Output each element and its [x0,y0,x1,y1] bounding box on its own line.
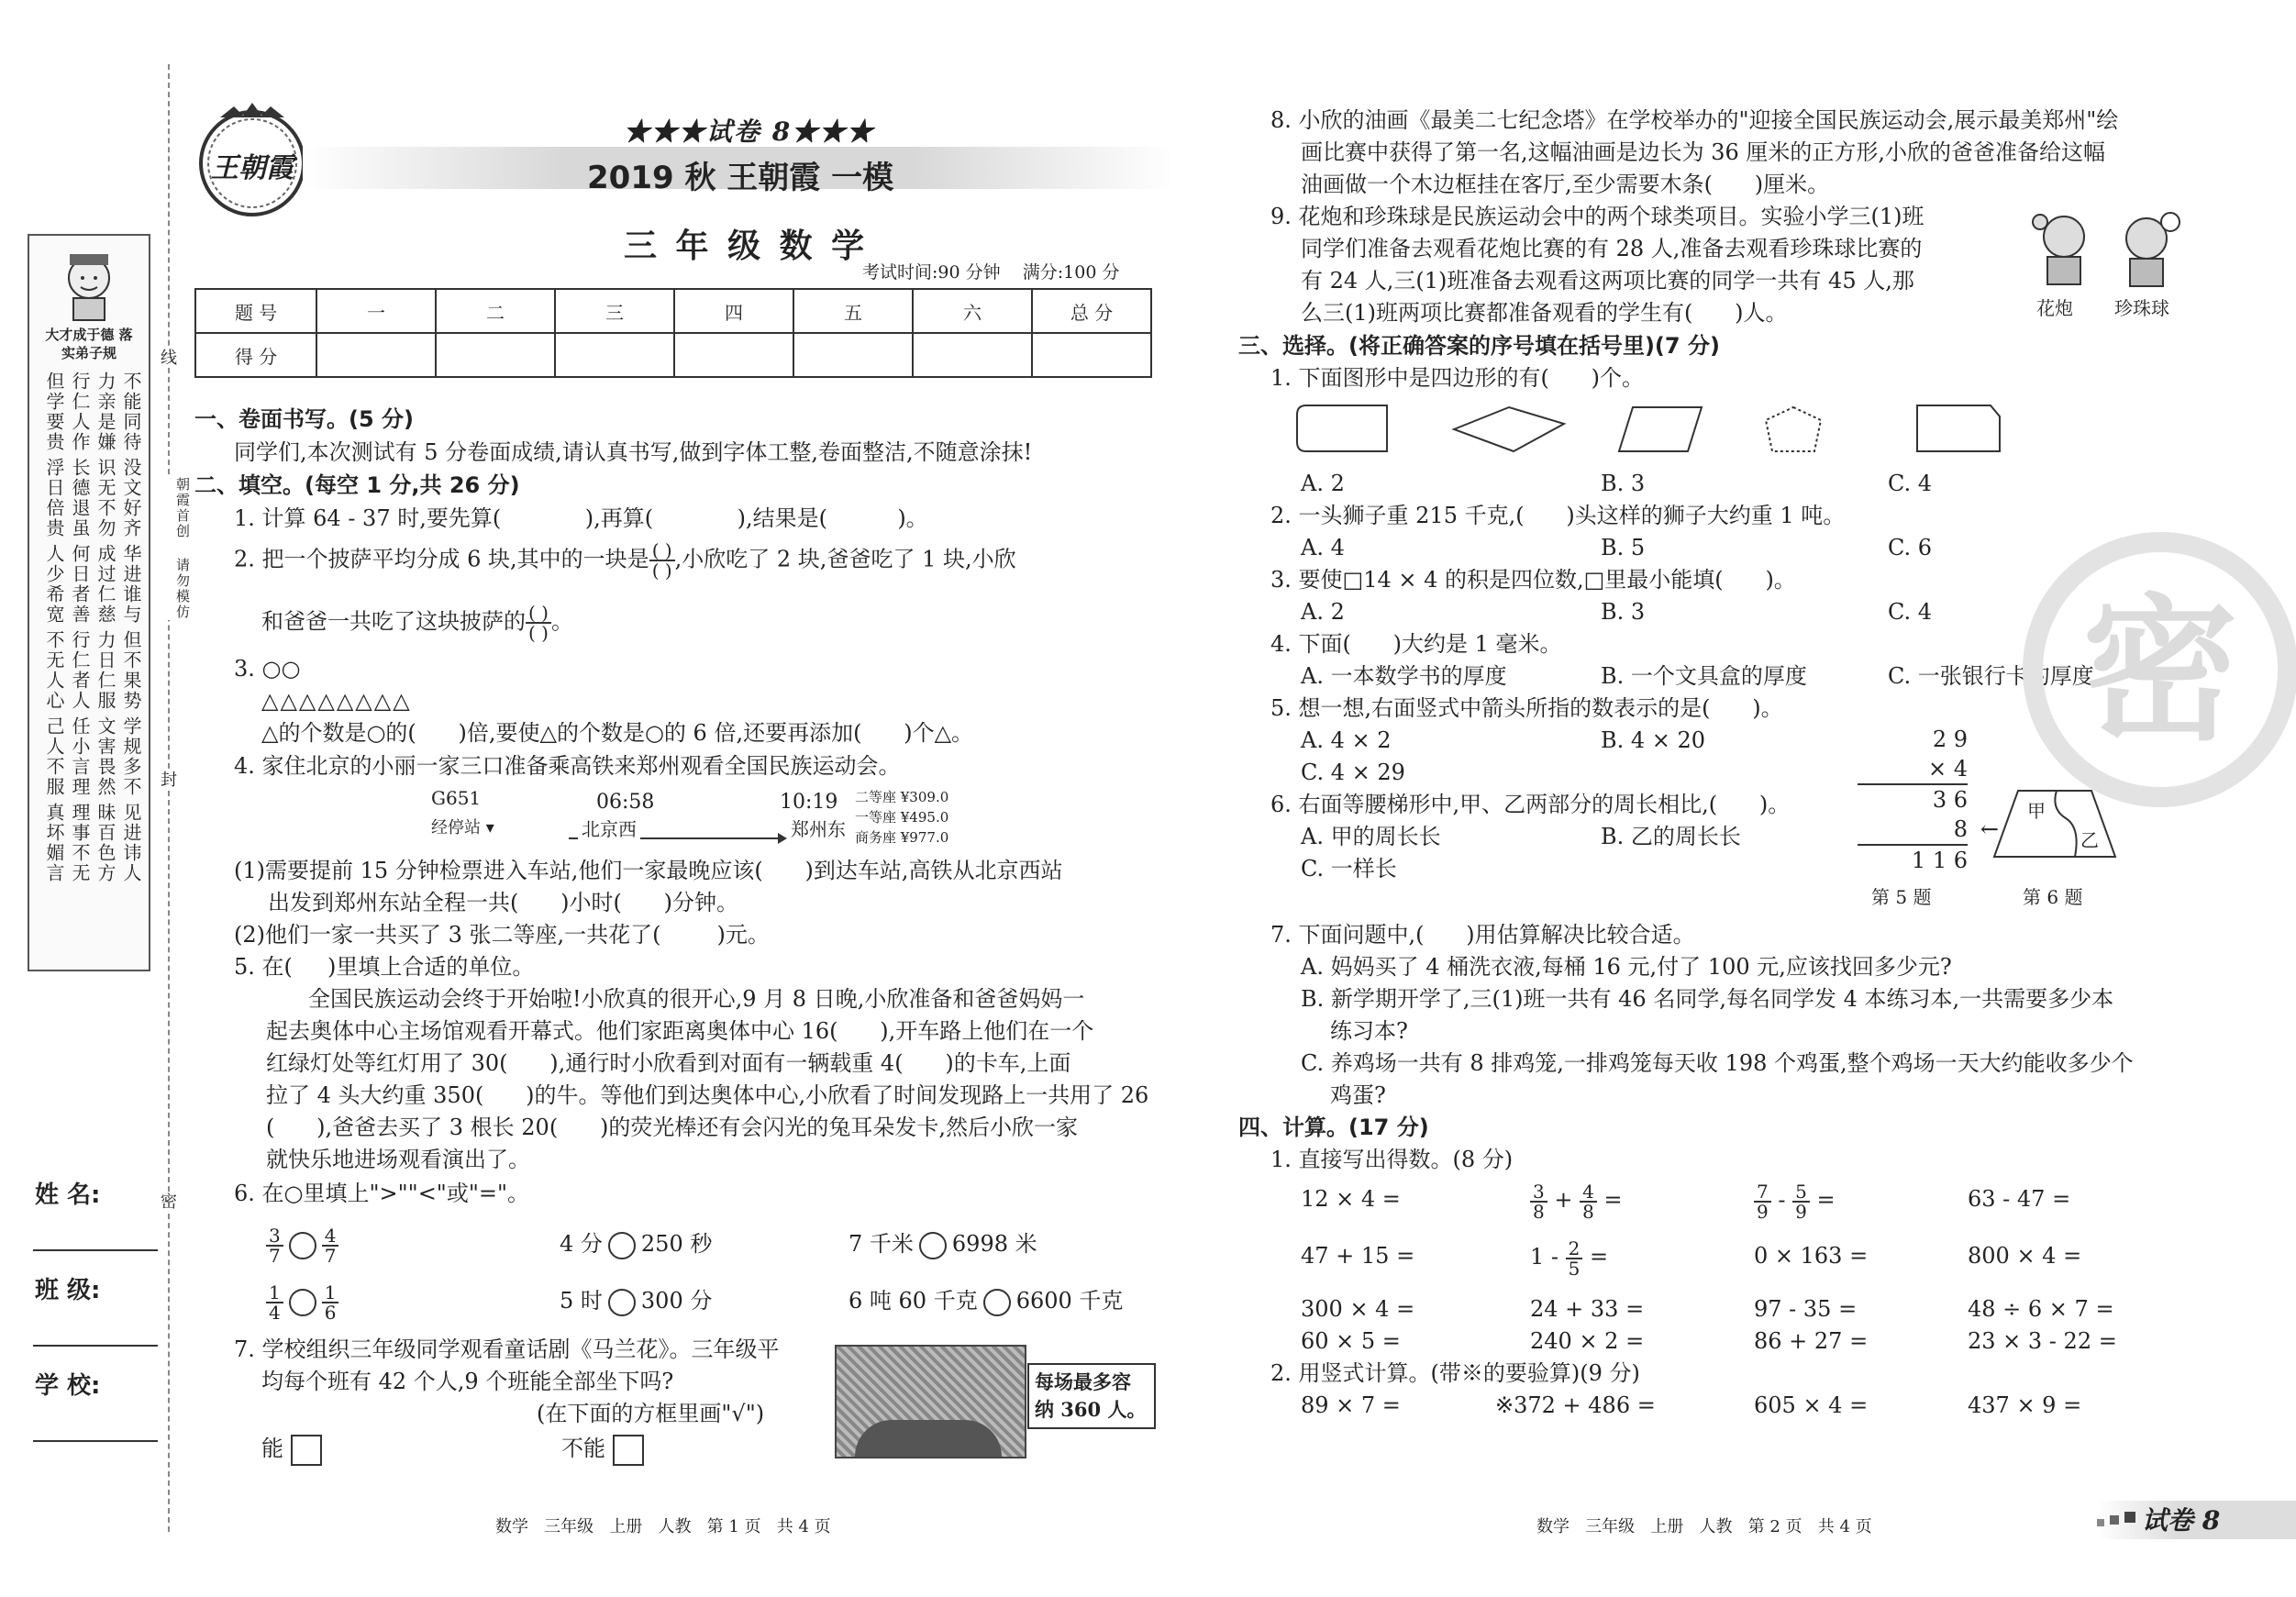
question-5-paragraph: 起去奥体中心主场馆观看开幕式。他们家距离奥体中心 16( ),开车路上他们在一个 [266,1018,1094,1044]
choice-5-option[interactable]: A. 4 × 2 [1301,727,1392,753]
question-5: 5. 在( )里填上合适的单位。 [234,954,535,980]
school-label: 学 校: [35,1372,101,1400]
compare-left: 6 吨 60 千克 [849,1288,978,1314]
answer-yes-label: 能 [261,1436,283,1461]
motto-column: 不能同待 [120,372,142,452]
choice-7-option[interactable]: B. 新学期开学了,三(1)班一共有 46 名同学,每名同学发 4 本练习本,一共需要多少本 [1301,986,2114,1012]
choice-1-option[interactable]: A. 2 [1301,471,1345,496]
numerator: 1 [266,1283,283,1303]
motto-column: 识无不勿 [94,458,116,538]
motto-text: 大才成于德 落实弟子规 [45,327,133,361]
compare-circle[interactable] [289,1232,316,1259]
choice-2-option[interactable]: B. 5 [1601,535,1646,560]
brand-logo [193,101,312,220]
fraction [1792,1182,1810,1221]
motto-column: 没文好齐 [120,458,142,538]
calc-prefix: 1 - [1530,1244,1559,1270]
compare-item [560,1275,712,1326]
score-input[interactable] [436,333,555,377]
choice-6-option[interactable]: C. 一样长 [1301,856,1397,882]
fold-label-line: 线 [158,349,177,367]
fraction [266,1283,283,1322]
choice-7: 7. 下面问题中,( )用估算解决比较合适。 [1270,922,1695,948]
section-1-text: 同学们,本次测试有 5 分卷面成绩,请认真书写,做到字体工整,卷面整洁,不随意涂抹! [234,439,1033,465]
corner-paper-label: 试卷 8 [2142,1505,2221,1536]
choice-7-option-cont: 练习本? [1330,1018,1408,1044]
score-table [194,288,1152,378]
question-4-1b: 出发到郑州东站全程一共( )小时( )分钟。 [268,890,738,915]
vertical-row: 1 1 6 [1911,848,1968,873]
choice-4-option[interactable]: C. 一张银行卡的厚度 [1888,663,2094,689]
motto-column: 见进讳人 [120,803,142,883]
motto-column: 但学要贵 [43,372,65,452]
denominator: 8 [1582,1200,1594,1223]
fraction [266,1226,283,1265]
operator: + [1554,1187,1573,1213]
question-3-circles: 3. ○○ [234,656,301,682]
motto-column: 成过仁慈 [94,544,116,625]
score-table-cell: 三 [555,289,674,333]
shape-cut-rect [1917,405,2000,451]
arrow-target-digit: 8 [1953,816,1968,842]
fraction [1530,1182,1547,1221]
numerator: 5 [1792,1182,1810,1203]
calc-item [1530,1231,1608,1282]
motto-column: 但不果势 [120,630,142,711]
score-input[interactable] [674,333,793,377]
equals: = [1590,1244,1609,1270]
choice-6: 6. 右面等腰梯形中,甲、乙两部分的周长相比,( )。 [1270,792,1791,817]
numerator: 3 [266,1226,283,1247]
fraction [1754,1182,1771,1221]
train-stops [431,815,494,838]
exam-banner: 2019 秋 王朝霞 一模 [587,160,894,196]
score-table-cell: 一 [316,289,436,333]
compare-row [266,1218,338,1270]
fraction-blank[interactable] [526,604,551,642]
compare-circle[interactable] [608,1232,636,1259]
section-2-title: 二、填空。(每空 1 分,共 26 分) [194,472,520,498]
numerator: 3 [1530,1182,1547,1203]
question-2-text: 。 [550,608,573,635]
question-3-text: △的个数是○的( )倍,要使△的个数是○的 6 倍,还要再添加( )个△。 [261,720,974,746]
compare-row [266,1275,338,1326]
question-5-paragraph: 拉了 4 头大约重 350( )的牛。等他们到达奥体中心,小欣看了时间发现路上一共用了 26 [266,1082,1149,1108]
motto-column: 文害畏然 [94,716,116,797]
calc-item: 86 + 27 = [1754,1328,1869,1354]
calc-item: 240 × 2 = [1530,1328,1645,1354]
fold-label-seal: 封 [158,771,177,789]
choice-2-option[interactable]: A. 4 [1301,535,1345,560]
question-9d: 么三(1)班两项比赛都准备观看的学生有( )人。 [1301,300,1788,326]
calc-part-2: 2. 用竖式计算。(带※的要验算)(9 分) [1270,1360,1640,1386]
score-table-cell: 四 [674,289,793,333]
motto-column: 力日仁服 [94,630,116,711]
class-field[interactable] [33,1345,158,1347]
departure-time: 06:58 [596,791,655,814]
vertical-row: 2 9 [1932,726,1968,752]
question-4: 4. 家住北京的小丽一家三口准备乘高铁来郑州观看全国民族运动会。 [234,753,901,779]
numerator-blank: ( ) [649,541,675,561]
mascot-huapao-label: 花炮 [2036,297,2073,319]
choice-3: 3. 要使□14 × 4 的积是四位数,□里最小能填( )。 [1270,567,1796,593]
question-2-text: 和爸爸一共吃了这块披萨的 [261,608,526,635]
subject-title: 三 年 级 数 学 [624,227,869,265]
vertical-calc-item: 437 × 9 = [1968,1392,2082,1418]
fraction [1566,1239,1583,1278]
choice-7-option-cont: 鸡蛋? [1330,1082,1386,1108]
shape-parallelogram [1619,407,1702,451]
question-5-paragraph: 全国民族运动会终于开始啦!小欣真的很开心,9 月 8 日晚,小欣准备和爸爸妈妈一 [308,986,1085,1012]
calc-item: 23 × 3 - 22 = [1968,1328,2117,1354]
question-5-paragraph: 就快乐地进场观看演出了。 [266,1147,530,1172]
calc-item [1754,1174,1836,1225]
watermark-char: 密 [2081,581,2238,762]
trapezoid-label-jia: 甲 [2027,800,2046,822]
fraction [322,1226,339,1265]
choice-2-option[interactable]: C. 6 [1888,535,1933,560]
calc-item [1530,1174,1623,1225]
shape-rounded-rect [1297,405,1387,451]
shape-options [1293,402,2009,460]
trapezoid-label-yi: 乙 [2080,829,2099,851]
question-1: 1. 计算 64 - 37 时,要先算( ),再算( ),结果是( )。 [234,505,928,531]
score-table-cell: 题 号 [195,289,316,333]
compare-right: 6600 千克 [1015,1288,1124,1314]
vertical-multiplication [1858,725,1999,875]
numerator: 4 [1580,1182,1597,1203]
compare-left: 5 时 [560,1288,603,1314]
arrival-time: 10:19 [780,791,838,814]
motto-column: 华进谁与 [120,544,142,625]
motto-column: 行仁人作 [69,372,91,452]
question-2-cont [261,604,573,642]
motto-box [28,234,150,971]
numerator: 4 [322,1226,339,1247]
choice-3-option[interactable]: C. 4 [1888,599,1933,625]
choice-6-option[interactable]: A. 甲的周长长 [1301,824,1441,849]
question-6: 6. 在○里填上">""<"或"="。 [234,1181,530,1206]
motto-column: 何日者善 [69,544,91,625]
choice-4-option[interactable]: B. 一个文具盒的厚度 [1601,663,1807,689]
motto-column: 昧百色方 [94,803,116,883]
question-8c: 油画做一个木边框挂在客厅,至少需要木条( )厘米。 [1301,172,1830,197]
corner-squares [2097,1512,2137,1534]
answer-yes-checkbox[interactable] [291,1435,322,1466]
answer-no [561,1433,644,1466]
motto-columns [36,372,142,883]
choice-1-option[interactable]: C. 4 [1888,471,1933,496]
score-input[interactable] [1032,333,1151,377]
binding-line [168,64,170,1532]
compare-circle[interactable] [608,1289,636,1316]
calc-item: 48 ÷ 6 × 7 = [1968,1296,2114,1322]
equals: = [1816,1187,1836,1213]
question-4-2: (2)他们一家一共买了 3 张二等座,一共花了( )元。 [234,922,770,948]
price-second-class: 二等座 ¥309.0 [855,789,949,805]
choice-1-option[interactable]: B. 3 [1601,471,1646,496]
answer-yes [261,1433,322,1466]
motto-column: 任小言理 [69,716,91,797]
choice-4: 4. 下面( )大约是 1 毫米。 [1270,631,1562,657]
motto-column: 学规多不 [120,716,142,797]
vertical-calc-item: 89 × 7 = [1301,1392,1401,1418]
numerator: 2 [1566,1239,1583,1259]
exam-time-info: 考试时间:90 分钟 满分:100 分 [862,262,1120,283]
numerator: 7 [1754,1182,1771,1203]
choice-7-option[interactable]: C. 养鸡场一共有 8 排鸡笼,一排鸡笼每天收 198 个鸡蛋,整个鸡场一天大约能收多少个 [1301,1050,2134,1076]
motto-column: 行仁者人 [69,630,91,711]
compare-right: 300 分 [640,1288,713,1314]
score-table-cell: 二 [436,289,555,333]
score-table-cell: 总 分 [1032,289,1151,333]
score-table-cell: 六 [913,289,1032,333]
compare-circle[interactable] [289,1289,316,1316]
numerator: 1 [322,1283,339,1303]
vertical-calc-item: ※372 + 486 = [1495,1392,1656,1418]
departure-station: 北京西 [578,815,640,841]
compare-item [849,1218,1037,1270]
calc-item: 63 - 47 = [1968,1186,2071,1212]
watermark-seal [2023,532,2296,807]
name-field[interactable] [33,1249,158,1251]
question-2-text: ,小欣吃了 2 块,爸爸吃了 1 块,小欣 [674,546,1016,572]
caption-q5: 第 5 题 [1871,886,1932,908]
choice-5-option[interactable]: C. 4 × 29 [1301,760,1405,785]
choice-2: 2. 一头狮子重 215 千克,( )头这样的狮子大约重 1 吨。 [1270,503,1846,528]
answer-no-label: 不能 [561,1436,605,1461]
choice-4-option[interactable]: A. 一本数学书的厚度 [1301,663,1507,689]
theater-illustration [835,1345,1026,1458]
motto-column: 人少希宽 [43,544,65,625]
denominator: 9 [1757,1200,1769,1223]
compare-circle[interactable] [983,1289,1011,1316]
trapezoid-figure [1991,787,2119,864]
fraction-blank[interactable] [649,541,675,580]
vertical-calc-item: 605 × 4 = [1754,1392,1869,1418]
motto-column: 不无人心 [43,630,65,711]
motto-column: 浮日倍贵 [43,458,65,538]
calc-part-1: 1. 直接写出得数。(8 分) [1270,1147,1514,1172]
school-field[interactable] [33,1440,158,1442]
caption-q6: 第 6 题 [2023,886,2083,908]
question-5-paragraph: ( ),爸爸去买了 3 根长 20( )的荧光棒还有会闪光的兔耳朵发卡,然后小欣一家 [266,1115,1078,1140]
compare-left: 7 千米 [849,1231,914,1257]
calc-item: 800 × 4 = [1968,1243,2082,1269]
mascot-huapao-icon [2027,209,2101,295]
train-ticket [431,787,963,860]
question-9a: 9. 花炮和珍珠球是民族运动会中的两个球类项目。实验小学三(1)班 [1270,204,1924,229]
fold-label-mid: 朝霞首创 请勿模仿 [154,477,191,620]
motto-column: 真坏媚言 [43,803,65,883]
denominator: 7 [324,1244,337,1267]
denominator-blank: ( ) [651,560,672,582]
mascot-icon [57,249,121,322]
brand-logo-text: 王朝霞 [211,152,294,184]
calc-item: 60 × 5 = [1301,1328,1401,1354]
calc-item: 300 × 4 = [1301,1296,1415,1322]
numerator-blank: ( ) [526,604,551,624]
mascot-zhenzhuqiu-icon [2110,209,2183,295]
vertical-row [1858,815,1999,846]
section-1-title: 一、卷面书写。(5 分) [194,406,414,432]
choice-5: 5. 想一想,右面竖式中箭头所指的数表示的是( )。 [1270,695,1783,721]
section-4-title: 四、计算。(17 分) [1238,1115,1429,1140]
calc-item: 24 + 33 = [1530,1296,1645,1322]
denominator: 5 [1568,1257,1581,1280]
arrival-station: 郑州东 [791,818,846,840]
calc-item: 0 × 163 = [1754,1243,1869,1269]
score-table-cell: 得 分 [195,333,316,377]
question-7a: 7. 学校组织三年级同学观看童话剧《马兰花》。三年级平 [234,1336,780,1362]
compare-item [560,1218,712,1270]
question-2 [234,541,1016,580]
footer-left: 数学 三年级 上册 人教 第 1 页 共 4 页 [495,1517,831,1536]
answer-no-checkbox[interactable] [613,1435,644,1466]
choice-1: 1. 下面图形中是四边形的有( )个。 [1270,365,1645,391]
motto-column: 长德退虽 [69,458,91,538]
motto-column: 理事不无 [69,803,91,883]
question-9c: 有 24 人,三(1)班准备去观看这两项比赛的同学一共有 45 人,那 [1301,268,1914,294]
choice-6-option[interactable]: B. 乙的周长长 [1601,824,1741,849]
question-7c: (在下面的方框里画"√") [537,1401,765,1426]
fraction [1580,1182,1597,1221]
denominator: 6 [324,1301,337,1324]
fold-label-secret: 密 [158,1192,177,1211]
denominator: 7 [269,1244,281,1267]
class-label: 班 级: [35,1277,101,1304]
price-business-class: 商务座 ¥977.0 [855,829,949,846]
question-3-triangles: △△△△△△△△ [261,688,412,714]
vertical-row: 3 6 [1932,787,1968,813]
question-8a: 8. 小欣的油画《最美二七纪念塔》在学校举办的"迎接全国民族运动会,展示最美郑州"绘 [1270,107,2119,133]
compare-left: 4 分 [560,1231,603,1257]
compare-item [849,1275,1123,1326]
score-table-cell: 五 [793,289,913,333]
denominator: 4 [269,1301,281,1324]
paper-number: ★★★试卷 8★★★ [624,116,875,147]
motto-column: 己人不服 [43,716,65,797]
compare-circle[interactable] [919,1232,947,1259]
score-table-header-row [195,289,1151,333]
score-input[interactable] [555,333,674,377]
mascot-zhenzhuqiu-label: 珍珠球 [2114,297,2169,319]
question-9b: 同学们准备去观看花炮比赛的有 28 人,准备去观看珍珠球比赛的 [1301,236,1923,261]
choice-5-option[interactable]: B. 4 × 20 [1601,727,1706,753]
denominator-blank: ( ) [528,622,549,644]
score-input[interactable] [793,333,913,377]
theater-capacity-note: 每场最多容纳 360 人。 [1027,1363,1156,1429]
choice-7-option[interactable]: A. 妈妈买了 4 桶洗衣液,每桶 16 元,付了 100 元,应该找回多少元? [1301,954,1952,980]
train-stops-label: 经停站 [431,818,481,837]
denominator: 8 [1533,1200,1545,1223]
score-input[interactable] [316,333,436,377]
vertical-row: × 4 [1858,754,1968,785]
train-number: G651 [431,787,482,809]
arrow-left-icon: ← [1980,816,1999,842]
question-2-text: 2. 把一个披萨平均分成 6 块,其中的一块是 [234,546,649,572]
calc-item: 47 + 15 = [1301,1243,1415,1269]
calc-item: 12 × 4 = [1301,1186,1401,1212]
fraction [322,1283,339,1322]
score-table-score-row [195,333,1151,377]
equals: = [1603,1187,1623,1213]
choice-3-option[interactable]: A. 2 [1301,599,1345,625]
choice-3-option[interactable]: B. 3 [1601,599,1646,625]
score-input[interactable] [913,333,1032,377]
calc-item: 97 - 35 = [1754,1296,1858,1322]
motto-column: 力亲是嫌 [94,372,116,452]
name-label: 姓 名: [35,1181,101,1209]
compare-right: 6998 米 [951,1231,1037,1257]
question-5-paragraph: 红绿灯处等红灯用了 30( ),通行时小欣看到对面有一辆载重 4( )的卡车,上面 [266,1050,1071,1076]
caret-down-icon: ▾ [485,818,494,837]
compare-right: 250 秒 [640,1231,713,1257]
question-4-1a: (1)需要提前 15 分钟检票进入车站,他们一家最晚应该( )到达车站,高铁从北京西站 [234,858,1063,883]
price-first-class: 一等座 ¥495.0 [855,809,949,826]
section-3-title: 三、选择。(将正确答案的序号填在括号里)(7 分) [1238,333,1720,359]
footer-right: 数学 三年级 上册 人教 第 2 页 共 4 页 [1536,1517,1872,1536]
question-7b: 均每个班有 42 个人,9 个班能全部坐下吗? [261,1369,674,1394]
shape-pentagon [1766,407,1821,451]
operator: - [1778,1187,1786,1213]
shape-rhombus [1454,407,1564,451]
question-8b: 画比赛中获得了第一名,这幅油画是边长为 36 厘米的正方形,小欣的爸爸准备给这幅 [1301,139,2106,165]
denominator: 9 [1795,1200,1807,1223]
